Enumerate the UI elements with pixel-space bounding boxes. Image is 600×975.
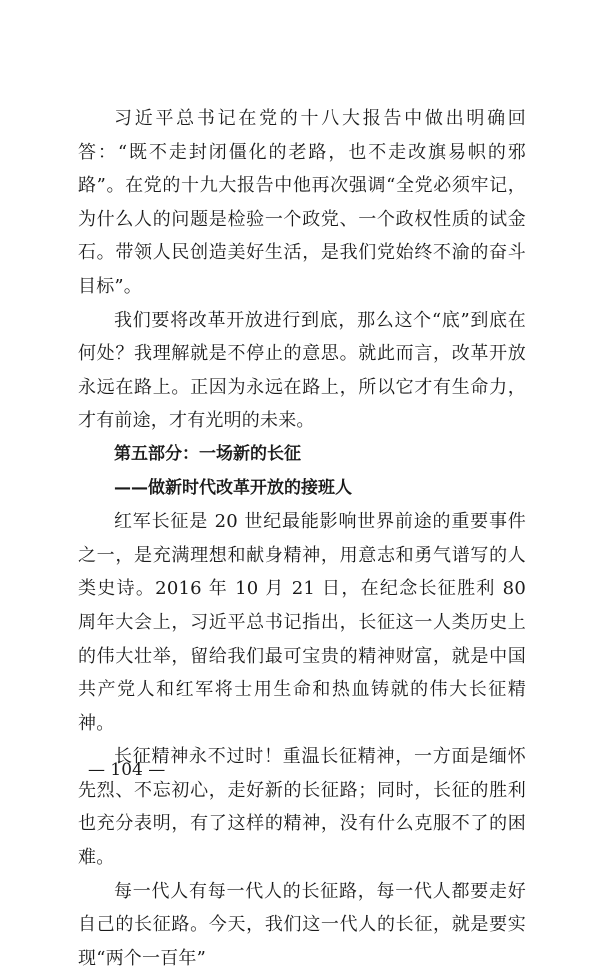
paragraph-3: 红军长征是 20 世纪最能影响世界前途的重要事件之一，是充满理想和献身精神，用意志和勇气谱写的人类史诗。2016 年 10 月 21 日，在纪念长征胜利 80 周年大会上，习近平总书记指出，长征这一人类历史上的伟大壮举，留给我们最可宝贵的精神财富，就是中国共产党人和红军将士用生命和热血铸就的伟大长征精神。 <box>78 511 526 734</box>
paragraph-1: 习近平总书记在党的十八大报告中做出明确回答：“既不走封闭僵化的老路，也不走改旗易帜的邪路”。在党的十九大报告中他再次强调“全党必须牢记，为什么人的问题是检验一个政党、一个政权性质的试金石。带领人民创造美好生活，是我们党始终不渝的奋斗目标”。 <box>78 108 526 297</box>
paragraph-4: 长征精神永不过时！重温长征精神，一方面是缅怀先烈、不忘初心，走好新的长征路；同时，长征的胜利也充分表明，有了这样的精神，没有什么克服不了的困难。 <box>78 746 526 869</box>
section-subheading: ——做新时代改革开放的接班人 <box>114 477 352 498</box>
section-heading: 第五部分：一场新的长征 <box>114 443 301 464</box>
document-body <box>78 102 526 975</box>
page-number: — 104 — <box>88 760 166 780</box>
paragraph-5: 每一代人有每一代人的长征路，每一代人都要走好自己的长征路。今天，我们这一代人的长征，就是要实现“两个一百年” <box>78 880 526 969</box>
paragraph-2: 我们要将改革开放进行到底，那么这个“底”到底在何处？我理解就是不停止的意思。就此而言，改革开放永远在路上。正因为永远在路上，所以它才有生命力，才有前途，才有光明的未来。 <box>78 309 526 432</box>
